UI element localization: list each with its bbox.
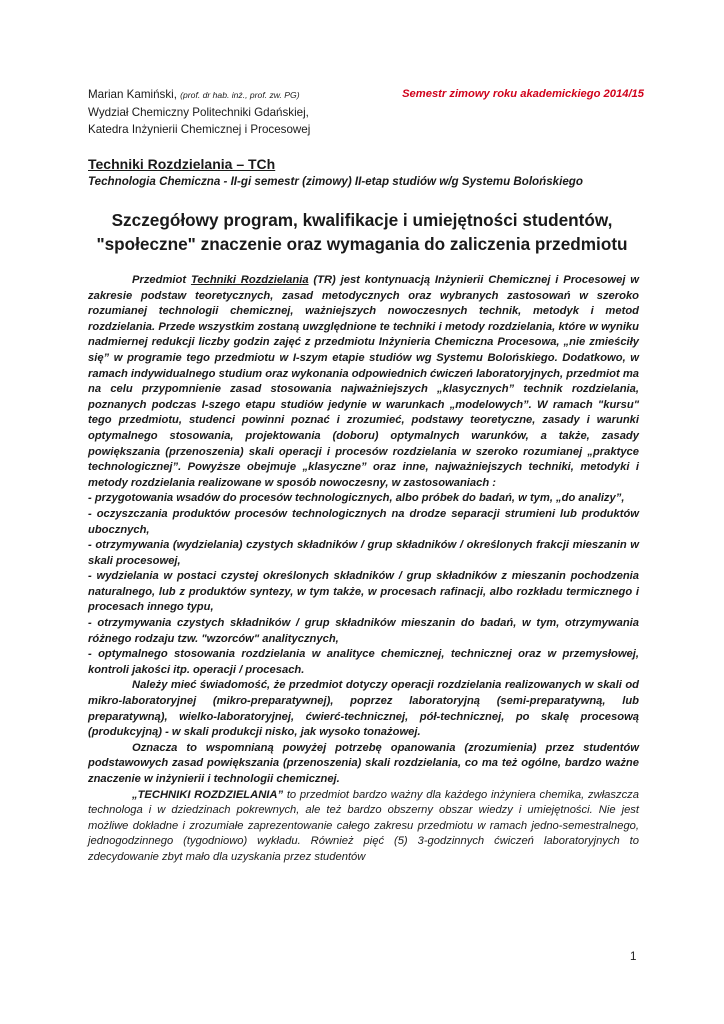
list-item: - oczyszczania produktów procesów technologicznych na drodze separacji strumieni lub produktów ubocznych, (88, 507, 639, 536)
author-name: Marian Kamiński, (88, 88, 177, 101)
author-line (88, 86, 300, 104)
document-heading (60, 208, 664, 256)
document-body (88, 273, 639, 866)
list-item: - przygotowania wsadów do procesów technologicznych, albo próbek do badań, w tym, „do analizy”, (88, 492, 625, 505)
importance-lead-bold: „TECHNIKI ROZDZIELANIA” (132, 788, 284, 801)
intro-rest: (TR) jest kontynuacją Inżynierii Chemicznej i Procesowej w zakresie podstaw teoretycznych, zasad metodycznych oraz wybranych zastosowań w szeroko rozumianej technologii chemicznej, ważniejszych nowoczesnych technik, metodyk i metod rozdzielania. Przede wszystkim zostaną uwzględnione te techniki i metody rozdzielania, które w wyniku nadmiernej redukcji liczby godzin zajęć z przedmiotu Inżynieria Chemiczna Procesowa, „nie zmieściły się” w programie tego przedmiotu w I-szym etapie studiów wg Systemu Bolońskiego. Dodatkowo, w ramach indywidualnego studium oraz wykonania odpowiednich ćwiczeń laboratoryjnych, przedmiot ma na celu przypomnienie zasad stosowania najważniejszych „klasycznych” technik rozdzielania, poznanych podczas I-szego etapu studiów jedynie w warunkach „modelowych”. W ramach "kursu" tego przedmiotu, studenci powinni poznać i zrozumieć, podstawy teoretyczne, zasady i warunki optymalnego stosowania, projektowania (doboru) optymalnych warunków, a także, zasady powiększania (przenoszenia) skali operacji i procesów rozdzielania w szeroko rozumianej „praktyce technologicznej”. Powyższe obejmuje „klasyczne” oraz inne, najważniejszych techniki, metodyki i metody rozdzielania realizowane w sposób nowoczesny, w zastosowaniach : (88, 274, 639, 489)
course-info (88, 155, 648, 190)
heading-line-2: "społeczne" znaczenie oraz wymagania do zaliczenia przedmiotu (96, 234, 628, 254)
course-subtitle: Technologia Chemiczna - II-gi semestr (zimowy) II-etap studiów w/g Systemu Bolońskiego (88, 175, 583, 188)
importance-rest: to przedmiot bardzo ważny dla każdego inżyniera chemika, zwłaszcza technologa i w dziedzinach pokrewnych, ale też bardzo obszerny obszar wiedzy i umiejętności. Nie jest możliwe dokładne i zrozumiałe zaprezentowanie całego zakresu przedmiotu w ramach jedno-semestralnego, jednogodzinnego (tygodniowo) wykładu. Również pięć (5) 3-godzinnych ćwiczeń laboratoryjnych to zdecydowanie zbyt mało dla uzyskania przez studentów (88, 788, 639, 863)
page-number: 1 (630, 950, 637, 963)
list-item: - otrzymywania czystych składników / grup składników mieszanin do badań, w tym, otrzymywania różnego rodzaju tzw. "wzorców" analitycznych, (88, 617, 639, 645)
list-item: - wydzielania w postaci czystej określonych składników / grup składników z mieszanin pochodzenia naturalnego, lub z produktów syntezy, w tym także, w procesach rafinacji, albo rozkładu termicznego i procesach innego typu, (88, 570, 639, 614)
semester-label: Semestr zimowy roku akademickiego 2014/15 (402, 88, 644, 100)
author-titles: (prof. dr hab. inż., prof. zw. PG) (180, 90, 300, 100)
list-item: - optymalnego stosowania rozdzielania w analityce chemicznej, technicznej oraz w przemysłowej, kontroli jakości itp. operacji / procesach. (88, 648, 639, 676)
department-line: Katedra Inżynierii Chemicznej i Procesowej (88, 123, 311, 136)
document-header (88, 86, 648, 138)
paragraph-intro (88, 273, 639, 491)
heading-line-1: Szczegółowy program, kwalifikacje i umiejętności studentów, (111, 210, 613, 230)
course-title: Techniki Rozdzielania – TCh (88, 156, 276, 172)
faculty-line: Wydział Chemiczny Politechniki Gdańskiej, (88, 106, 309, 119)
intro-lead: Przedmiot (132, 274, 191, 286)
paragraph-scale: Należy mieć świadomość, że przedmiot dotyczy operacji rozdzielania realizowanych w skali od mikro-laboratoryjnej (mikro-preparatywnej), poprzez laboratoryjną (semi-preparatywną, lub preparatywną), wielko-laboratoryjnej, ćwierć-technicznej, pół-technicznej, po skalę procesową (produkcyjną) - w skali produkcji nisko, jak wysoko tonażowej. (88, 679, 639, 739)
list-item: - otrzymywania (wydzielania) czystych składników / grup składników / określonych frakcji mieszanin w skali procesowej, (88, 539, 639, 567)
course-name-underlined: Techniki Rozdzielania (190, 274, 309, 286)
paragraph-meaning: Oznacza to wspomnianą powyżej potrzebę opanowania (zrozumienia) przez studentów podstawowych zasad powiększania (przenoszenia) skali rozdzielania, co ma też ogólne, bardzo ważne znaczenie w inżynierii i technologii chemicznej. (88, 741, 639, 785)
paragraph-importance (88, 788, 639, 866)
